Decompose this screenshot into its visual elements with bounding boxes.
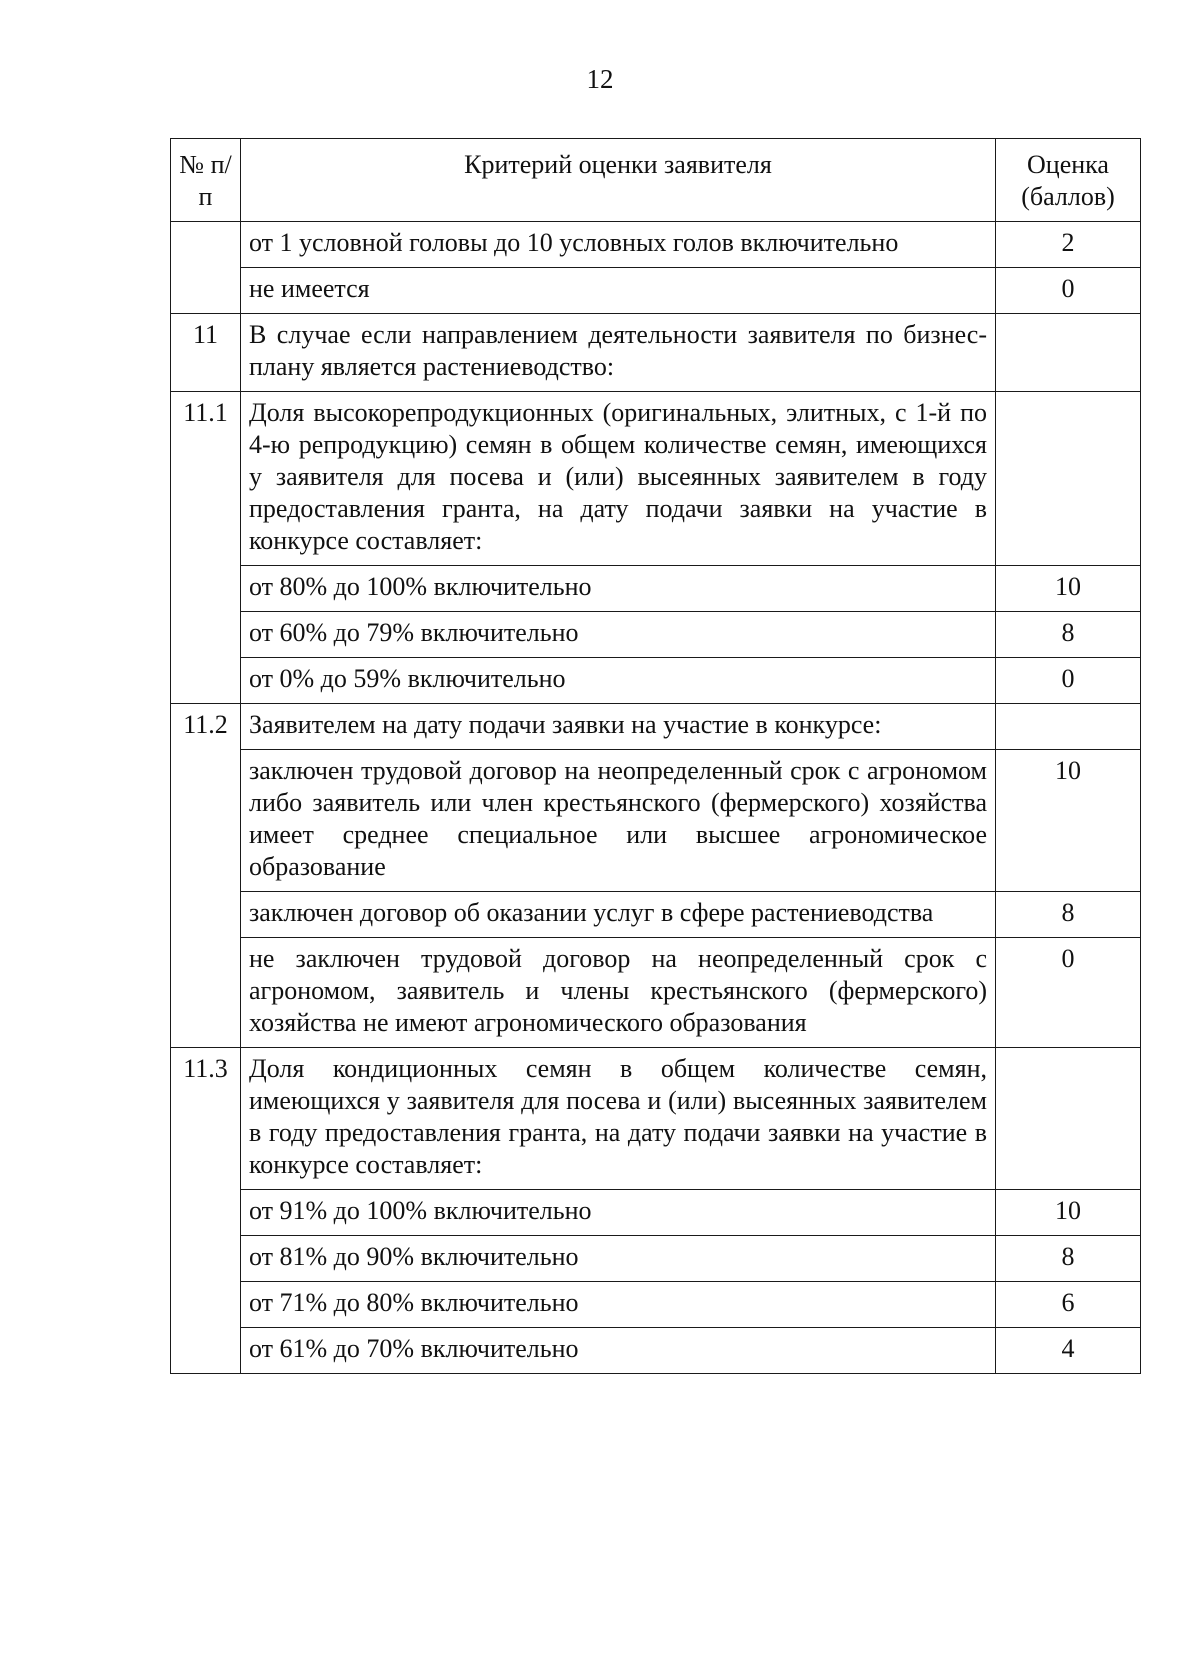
row-criterion: не имеется bbox=[241, 268, 996, 314]
row-score: 0 bbox=[996, 938, 1141, 1048]
row-num: 11.2 bbox=[171, 704, 241, 1048]
table-row bbox=[171, 566, 1141, 612]
table-row bbox=[171, 658, 1141, 704]
page-number: 12 bbox=[586, 64, 614, 94]
table-header-row bbox=[171, 139, 1141, 222]
row-criterion: В случае если направлением деятельности заявителя по бизнес-плану является растениеводство: bbox=[241, 314, 996, 392]
table-row bbox=[171, 1190, 1141, 1236]
row-score bbox=[996, 392, 1141, 566]
table-row bbox=[171, 612, 1141, 658]
table-row bbox=[171, 222, 1141, 268]
row-score: 2 bbox=[996, 222, 1141, 268]
row-score: 4 bbox=[996, 1328, 1141, 1374]
table-row bbox=[171, 750, 1141, 892]
row-score: 8 bbox=[996, 612, 1141, 658]
row-criterion: от 1 условной головы до 10 условных голов включительно bbox=[241, 222, 996, 268]
table-row bbox=[171, 938, 1141, 1048]
row-criterion: от 61% до 70% включительно bbox=[241, 1328, 996, 1374]
row-score bbox=[996, 1048, 1141, 1190]
row-score: 8 bbox=[996, 1236, 1141, 1282]
row-score: 0 bbox=[996, 268, 1141, 314]
row-score bbox=[996, 704, 1141, 750]
row-criterion: от 71% до 80% включительно bbox=[241, 1282, 996, 1328]
header-num: № п/п bbox=[171, 139, 241, 222]
row-criterion: от 91% до 100% включительно bbox=[241, 1190, 996, 1236]
row-criterion: не заключен трудовой договор на неопределенный срок с агрономом, заявитель и члены крестьянского (фермерского) хозяйства не имеют агрономического образования bbox=[241, 938, 996, 1048]
row-score: 6 bbox=[996, 1282, 1141, 1328]
table-row bbox=[171, 314, 1141, 392]
table-row bbox=[171, 1328, 1141, 1374]
row-criterion: от 80% до 100% включительно bbox=[241, 566, 996, 612]
row-num bbox=[171, 222, 241, 314]
row-num: 11.1 bbox=[171, 392, 241, 704]
row-criterion: от 0% до 59% включительно bbox=[241, 658, 996, 704]
criteria-table bbox=[170, 138, 1141, 1374]
row-criterion: заключен трудовой договор на неопределенный срок с агрономом либо заявитель или член крестьянского (фермерского) хозяйства имеет среднее специальное или высшее агрономическое образование bbox=[241, 750, 996, 892]
table-row bbox=[171, 392, 1141, 566]
row-score: 0 bbox=[996, 658, 1141, 704]
row-criterion: от 60% до 79% включительно bbox=[241, 612, 996, 658]
row-score: 10 bbox=[996, 566, 1141, 612]
row-criterion: Доля кондиционных семян в общем количестве семян, имеющихся у заявителя для посева и (или) высеянных заявителем в году предоставления гранта, на дату подачи заявки на участие в конкурсе составляет: bbox=[241, 1048, 996, 1190]
row-criterion: от 81% до 90% включительно bbox=[241, 1236, 996, 1282]
table-row bbox=[171, 1236, 1141, 1282]
table-row bbox=[171, 1048, 1141, 1190]
row-num: 11 bbox=[171, 314, 241, 392]
row-criterion: заключен договор об оказании услуг в сфере растениеводства bbox=[241, 892, 996, 938]
table-row bbox=[171, 268, 1141, 314]
table-row bbox=[171, 892, 1141, 938]
row-score: 10 bbox=[996, 750, 1141, 892]
row-score: 10 bbox=[996, 1190, 1141, 1236]
row-score: 8 bbox=[996, 892, 1141, 938]
table-row bbox=[171, 1282, 1141, 1328]
row-score bbox=[996, 314, 1141, 392]
row-num: 11.3 bbox=[171, 1048, 241, 1374]
header-score: Оценка (баллов) bbox=[996, 139, 1141, 222]
row-criterion: Доля высокорепродукционных (оригинальных, элитных, с 1-й по 4-ю репродукцию) семян в общем количестве семян, имеющихся у заявителя для посева и (или) высеянных заявителем в году предоставления гранта, на дату подачи заявки на участие в конкурсе составляет: bbox=[241, 392, 996, 566]
header-criterion: Критерий оценки заявителя bbox=[241, 139, 996, 222]
table-row bbox=[171, 704, 1141, 750]
row-criterion: Заявителем на дату подачи заявки на участие в конкурсе: bbox=[241, 704, 996, 750]
